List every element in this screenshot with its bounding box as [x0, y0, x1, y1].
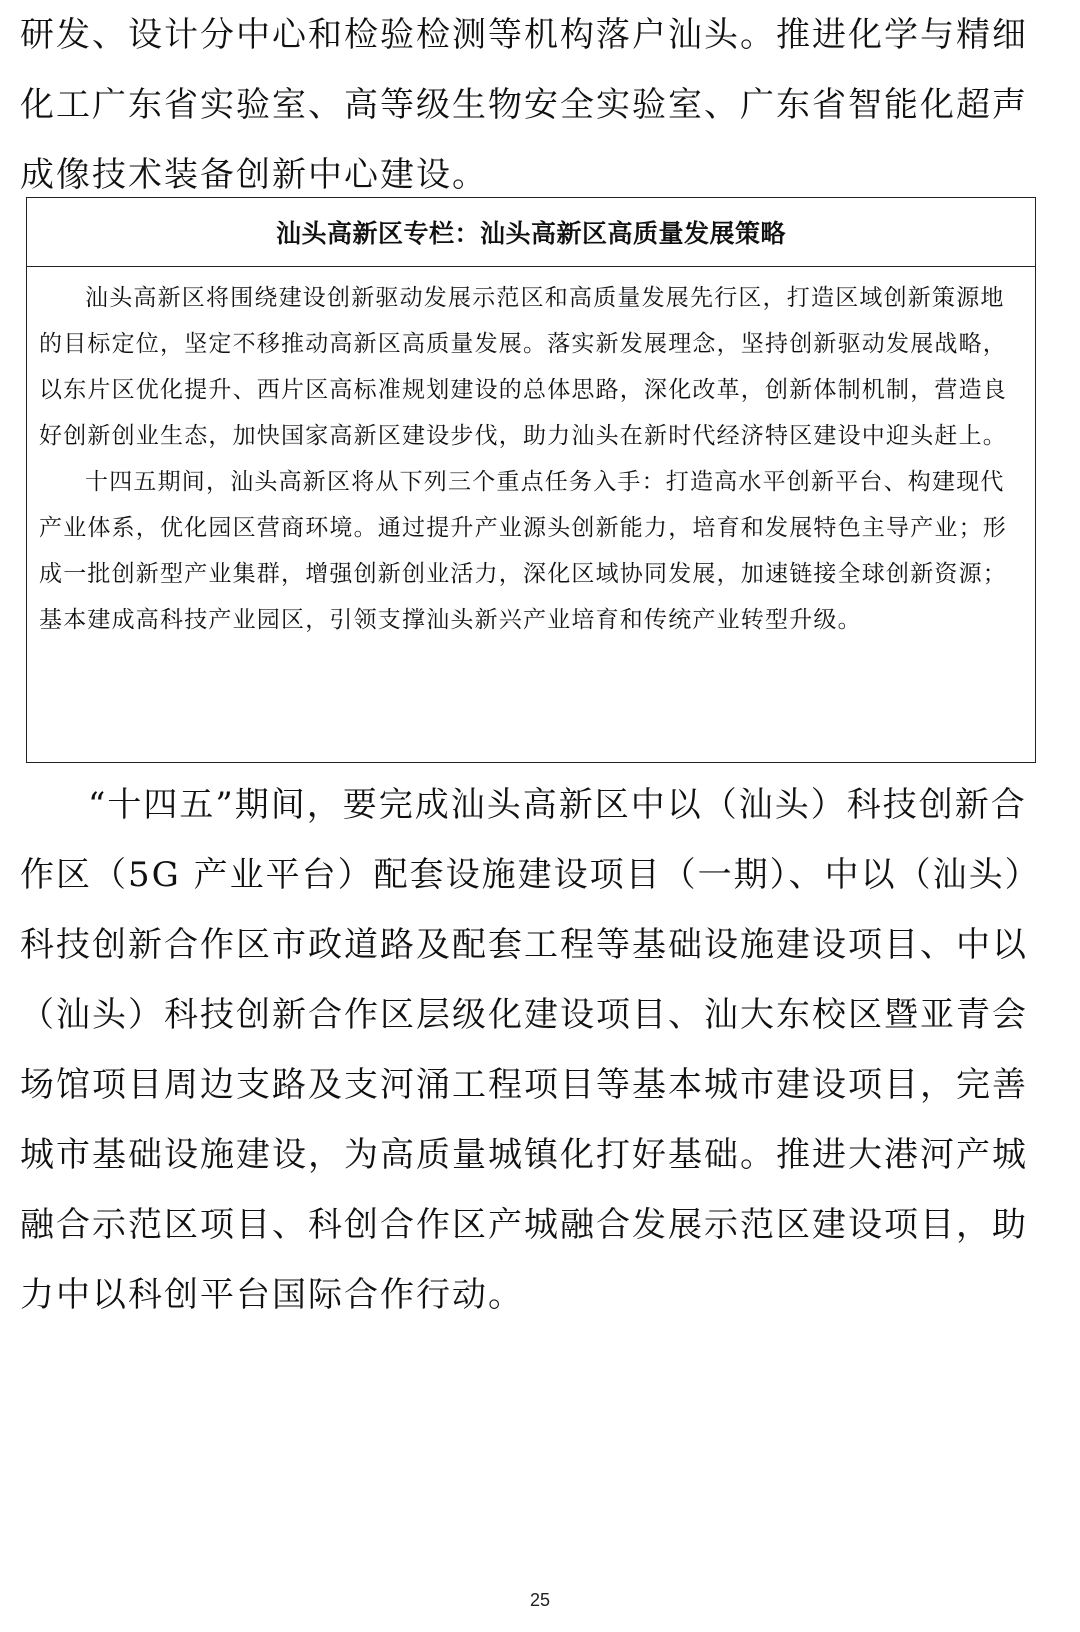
column-paragraph: 十四五期间，汕头高新区将从下列三个重点任务入手：打造高水平创新平台、构建现代产业体系，优化园区营商环境。通过提升产业源头创新能力，培育和发展特色主导产业；形成一批创新型产业集群，增强创新创业活力，深化区域协同发展，加速链接全球创新资源；基本建成高科技产业园区，引领支撑汕头新兴产业培育和传统产业转型升级。 [39, 469, 1007, 633]
column-paragraph: 汕头高新区将围绕建设创新驱动发展示范区和高质量发展先行区，打造区域创新策源地的目标定位，坚定不移推动高新区高质量发展。落实新发展理念，坚持创新驱动发展战略，以东片区优化提升、西片区高标准规划建设的总体思路，深化改革，创新体制机制，营造良好创新创业生态，加快国家高新区建设步伐，助力汕头在新时代经济特区建设中迎头赶上。 [39, 285, 1007, 449]
column-body [27, 267, 1035, 643]
page-number: 25 [529, 1590, 551, 1610]
column-title: 汕头高新区专栏：汕头高新区高质量发展策略 [27, 198, 1035, 267]
intro-paragraph: 研发、设计分中心和检验检测等机构落户汕头。推进化学与精细化工广东省实验室、高等级生物安全实验室、广东省智能化超声成像技术装备创新中心建设。 [20, 15, 1028, 195]
column-box [26, 197, 1036, 763]
main-paragraph: “十四五”期间，要完成汕头高新区中以（汕头）科技创新合作区（5G 产业平台）配套设施建设项目（一期）、中以（汕头）科技创新合作区市政道路及配套工程等基础设施建设项目、中以（汕头）科技创新合作区层级化建设项目、汕大东校区暨亚青会场馆项目周边支路及支河涌工程项目等基本城市建设项目，完善城市基础设施建设，为高质量城镇化打好基础。推进大港河产城融合示范区项目、科创合作区产城融合发展示范区建设项目，助力中以科创平台国际合作行动。 [20, 785, 1041, 1315]
